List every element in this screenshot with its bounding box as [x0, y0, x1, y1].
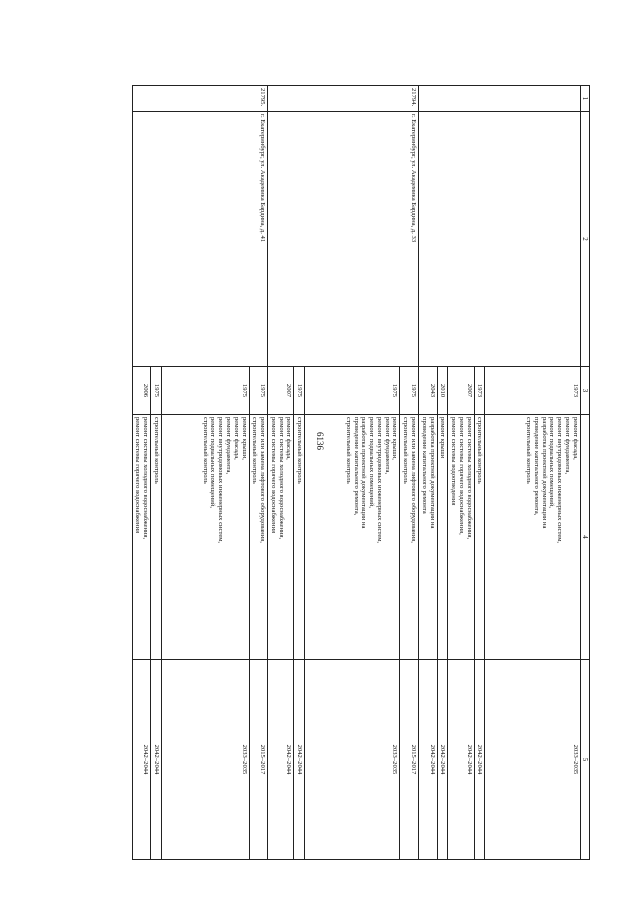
year-cell: 2007 [448, 367, 474, 415]
year-cell: 2006 [132, 367, 151, 415]
works-cell [419, 415, 438, 660]
work-line: ремонт подвальных помещений, [548, 417, 556, 508]
work-line: ремонт или замена лифтового оборудования, [259, 417, 267, 543]
work-line: ремонт крыши, [391, 417, 399, 460]
period-cell: 2042–2044 [294, 660, 305, 860]
table-row [249, 86, 268, 860]
entry-number: 21795. [132, 86, 267, 112]
work-line: ремонт фасада, [285, 417, 293, 460]
work-line: ремонт системы холодного водоснабжения, [142, 417, 150, 540]
work-line: ремонт или замена лифтового оборудования, [410, 417, 418, 543]
works-cell [294, 415, 305, 660]
year-cell: 1975 [400, 367, 419, 415]
period-cell: 2042–2044 [151, 660, 162, 860]
work-line: ремонт фасада, [232, 417, 240, 460]
period-cell: 2042–2044 [419, 660, 438, 860]
rotated-table-wrapper [50, 85, 590, 859]
entry-address: г. Екатеринбург, ул. Академика Бардина, д. 41 [132, 112, 267, 367]
works-cell [132, 415, 151, 660]
work-line: разработка проектной документации на [428, 417, 436, 529]
work-line: строительный контроль [296, 417, 304, 484]
page-number: 6136 [315, 432, 325, 450]
table-row [400, 86, 419, 860]
repair-schedule-table [132, 85, 590, 860]
entry-number: 21794. [268, 86, 419, 112]
works-cell [268, 415, 294, 660]
work-line: разработка проектной документации на [540, 417, 548, 529]
work-line: ремонт фундамента, [383, 417, 391, 475]
period-cell: 2042–2044 [437, 660, 448, 860]
works-cell [151, 415, 162, 660]
year-cell: 1975 [294, 367, 305, 415]
header-row [580, 86, 589, 860]
works-cell [249, 415, 268, 660]
work-line: ремонт системы горячего водоснабжения, [457, 417, 465, 535]
period-cell: 2042–2044 [132, 660, 151, 860]
work-line: ремонт подвальных помещений, [209, 417, 217, 508]
work-line: проведение капитального ремонта, [352, 417, 360, 516]
work-line: ремонт системы горячего водоснабжения [134, 417, 142, 534]
work-line: ремонт системы холодного водоснабжения, [277, 417, 285, 540]
period-cell: 2033–2035 [305, 660, 400, 860]
works-cell [437, 415, 448, 660]
year-cell: 1975 [249, 367, 268, 415]
work-line: ремонт фундамента, [225, 417, 233, 475]
work-line: ремонт крыши, [240, 417, 248, 460]
period-cell: 2015–2017 [400, 660, 419, 860]
table-row [485, 86, 580, 860]
period-cell: 2042–2044 [474, 660, 485, 860]
work-line: ремонт системы водоотведения [450, 417, 458, 506]
work-line: ремонт фундамента, [563, 417, 571, 475]
year-cell: 2010 [437, 367, 448, 415]
work-line: ремонт системы холодного водоснабжения, [465, 417, 473, 540]
work-line: ремонт системы горячего водоснабжения [269, 417, 277, 534]
work-line: строительный контроль [402, 417, 410, 484]
work-line: строительный контроль [201, 417, 209, 484]
work-line: строительный контроль [476, 417, 484, 484]
year-cell: 1973 [485, 367, 580, 415]
works-cell [448, 415, 474, 660]
works-cell [400, 415, 419, 660]
work-line: строительный контроль [251, 417, 259, 484]
year-cell: 1975 [305, 367, 400, 415]
work-line: ремонт крыши [439, 417, 447, 459]
work-line: ремонт подвальных помещений, [368, 417, 376, 508]
period-cell: 2033–2035 [485, 660, 580, 860]
year-cell: 1975 [151, 367, 162, 415]
header-col-1: 1 [580, 86, 589, 112]
period-cell: 2042–2044 [268, 660, 294, 860]
entry-address: г. Екатеринбург, ул. Академика Бардина, д. 33 [268, 112, 419, 367]
year-cell: 1975 [161, 367, 249, 415]
entry-address [419, 112, 581, 367]
work-line: ремонт внутридомовых инженерных систем, [217, 417, 225, 544]
work-line: ремонт внутридомовых инженерных систем, [556, 417, 564, 544]
year-cell: 2043 [419, 367, 438, 415]
work-line: проведение капитального ремонта [420, 417, 428, 514]
header-col-5: 5 [580, 660, 589, 860]
work-line: строительный контроль [525, 417, 533, 484]
works-cell [161, 415, 249, 660]
year-cell: 1973 [474, 367, 485, 415]
works-cell [485, 415, 580, 660]
period-cell: 2015–2017 [249, 660, 268, 860]
header-col-4: 4 [580, 415, 589, 660]
work-line: ремонт внутридомовых инженерных систем, [375, 417, 383, 544]
entry-number [419, 86, 581, 112]
work-line: проведение капитального ремонта, [532, 417, 540, 516]
works-cell [305, 415, 400, 660]
work-line: разработка проектной документации на [360, 417, 368, 529]
work-line: строительный контроль [344, 417, 352, 484]
header-col-3: 3 [580, 367, 589, 415]
period-cell: 2042–2044 [448, 660, 474, 860]
period-cell: 2033–2035 [161, 660, 249, 860]
year-cell: 2007 [268, 367, 294, 415]
header-col-2: 2 [580, 112, 589, 367]
work-line: ремонт фасада, [571, 417, 579, 460]
work-line: строительный контроль [152, 417, 160, 484]
works-cell [474, 415, 485, 660]
